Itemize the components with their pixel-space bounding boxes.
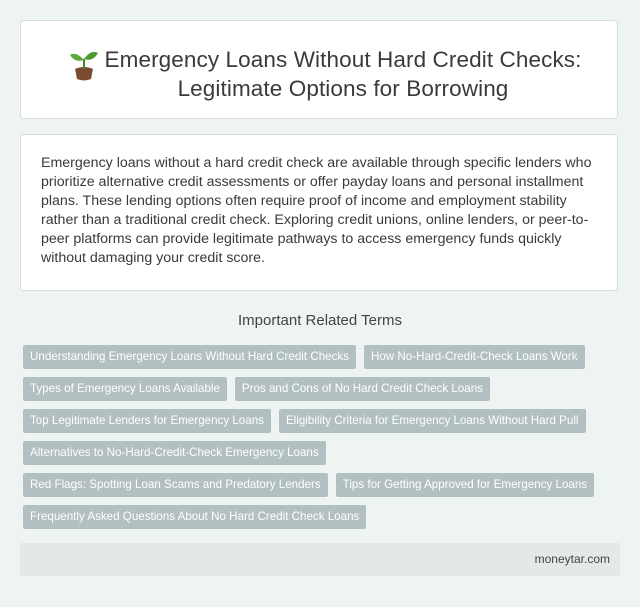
term-tag[interactable]: Eligibility Criteria for Emergency Loans Without Hard Pull [279,409,586,433]
page-title: Emergency Loans Without Hard Credit Checks: Legitimate Options for Borrowing [104,47,582,101]
footer-brand-link[interactable]: moneytar.com [534,552,610,566]
term-row [23,441,623,465]
term-tag[interactable]: Alternatives to No-Hard-Credit-Check Emergency Loans [23,441,326,465]
related-terms-list [23,345,623,537]
term-tag[interactable]: How No-Hard-Credit-Check Loans Work [364,345,585,369]
term-row [23,473,623,497]
term-row [23,505,623,529]
title-card [20,20,618,119]
term-tag[interactable]: Frequently Asked Questions About No Hard Credit Check Loans [23,505,366,529]
term-tag[interactable]: Top Legitimate Lenders for Emergency Loans [23,409,271,433]
term-row [23,409,623,433]
term-tag[interactable]: Tips for Getting Approved for Emergency Loans [336,473,594,497]
term-tag[interactable]: Pros and Cons of No Hard Credit Check Loans [235,377,490,401]
term-tag[interactable]: Red Flags: Spotting Loan Scams and Predatory Lenders [23,473,328,497]
term-tag[interactable]: Understanding Emergency Loans Without Hard Credit Checks [23,345,356,369]
related-terms-heading: Important Related Terms [238,312,402,329]
summary-card [20,134,618,291]
summary-text: Emergency loans without a hard credit check are available through specific lenders who prioritize alternative credit assessments or offer payday loans and personal installment plans. These lending options often require proof of income and employment stability rather than a traditional credit check. Exploring credit unions, online lenders, or peer-to-peer platforms can provide legitimate pathways to access emergency funds quickly without damaging your credit score. [41,155,592,266]
term-row [23,377,623,401]
term-tag[interactable]: Types of Emergency Loans Available [23,377,227,401]
term-row [23,345,623,369]
footer [20,543,620,576]
